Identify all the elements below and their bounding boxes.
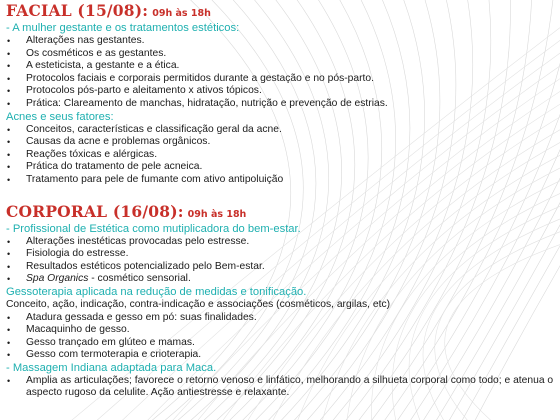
list-item: • Gesso com termoterapia e crioterapia. bbox=[7, 349, 202, 361]
corporal-group-2-list bbox=[6, 312, 560, 362]
list-item: • Spa Organics - cosmético sensorial. bbox=[7, 273, 191, 285]
bullet: • bbox=[7, 249, 11, 260]
list-item: • Prática: Clareamento de manchas, hidratação, nutrição e prevenção de estrias. bbox=[7, 97, 388, 109]
list-item: • Gesso trançado em glúteo e mamas. bbox=[7, 336, 195, 348]
facial-time: 09h às 18h bbox=[152, 8, 211, 19]
corporal-group-1-heading: - Profissional de Estética como mutiplicadora do bem-estar. bbox=[6, 222, 301, 235]
bullet: • bbox=[7, 261, 11, 272]
corporal-group-3-list bbox=[6, 375, 560, 400]
bullet: • bbox=[7, 61, 11, 72]
list-item: • Conceitos, características e classificação geral da acne. bbox=[7, 123, 282, 135]
list-item: • Amplia as articulações; favorece o retorno venoso e linfático, melhorando a silhueta corporal como todo; e atenua o aspecto rugoso da celulite. Ação antiestresse e relaxante. bbox=[7, 374, 554, 399]
list-item: • A esteticista, a gestante e a ética. bbox=[7, 60, 180, 72]
corporal-title: CORPORAL (16/08): bbox=[6, 201, 184, 221]
corporal-section-title bbox=[6, 201, 560, 223]
bullet: • bbox=[7, 124, 11, 135]
facial-section-title bbox=[6, 0, 560, 22]
facial-group-2-heading: Acnes e seus fatores: bbox=[6, 110, 114, 123]
corporal-group-3-heading: - Massagem Indiana adaptada para Maca. bbox=[6, 361, 217, 374]
facial-group-2-list bbox=[6, 124, 560, 187]
list-item: • Protocolos faciais e corporais permitidos durante a gestação e no pós-parto. bbox=[7, 72, 374, 84]
list-item: • Causas da acne e problemas orgânicos. bbox=[7, 136, 211, 148]
bullet: • bbox=[7, 98, 11, 109]
bullet: • bbox=[7, 73, 11, 84]
facial-group-1-list bbox=[6, 35, 560, 111]
bullet: • bbox=[7, 162, 11, 173]
list-item: • Resultados estéticos potencializado pelo Bem-estar. bbox=[7, 260, 265, 272]
bullet: • bbox=[7, 86, 11, 97]
list-item: • Prática do tratamento de pele acneica. bbox=[7, 161, 203, 173]
bullet: • bbox=[7, 274, 11, 285]
bullet: • bbox=[7, 312, 11, 323]
bullet: • bbox=[7, 137, 11, 148]
bullet: • bbox=[7, 337, 11, 348]
list-item: • Atadura gessada e gesso em pó: suas finalidades. bbox=[7, 311, 257, 323]
bullet: • bbox=[7, 350, 11, 361]
corporal-group-2-intro: Conceito, ação, indicação, contra-indicação e associações (cosméticos, argilas, etc) bbox=[6, 298, 391, 310]
bullet: • bbox=[7, 174, 11, 185]
bullet: • bbox=[7, 236, 11, 247]
bullet: • bbox=[7, 375, 11, 386]
bullet: • bbox=[7, 149, 11, 160]
list-item: • Tratamento para pele de fumante com ativo antipoluição bbox=[7, 173, 284, 185]
facial-title: FACIAL (15/08): bbox=[6, 1, 149, 20]
bullet: • bbox=[7, 36, 11, 46]
list-item: • Macaquinho de gesso. bbox=[7, 324, 130, 336]
list-item: • Fisiologia do estresse. bbox=[7, 248, 129, 260]
list-item: • Protocolos pós-parto e aleitamento x ativos tópicos. bbox=[7, 85, 262, 97]
list-item: • Alterações nas gestantes. bbox=[7, 35, 145, 46]
bullet: • bbox=[7, 48, 11, 59]
list-item: • Alterações inestéticas provocadas pelo estresse. bbox=[7, 235, 250, 247]
list-item: • Os cosméticos e as gestantes. bbox=[7, 47, 167, 59]
corporal-group-1-list bbox=[6, 236, 560, 286]
corporal-time: 09h às 18h bbox=[187, 208, 247, 220]
list-item: • Reações tóxicas e alérgicas. bbox=[7, 148, 158, 160]
bullet: • bbox=[7, 325, 11, 336]
corporal-group-2-heading: Gessoterapia aplicada na redução de medidas e tonificação. bbox=[6, 285, 307, 298]
facial-group-1-heading: - A mulher gestante e os tratamentos estéticos: bbox=[6, 22, 240, 34]
